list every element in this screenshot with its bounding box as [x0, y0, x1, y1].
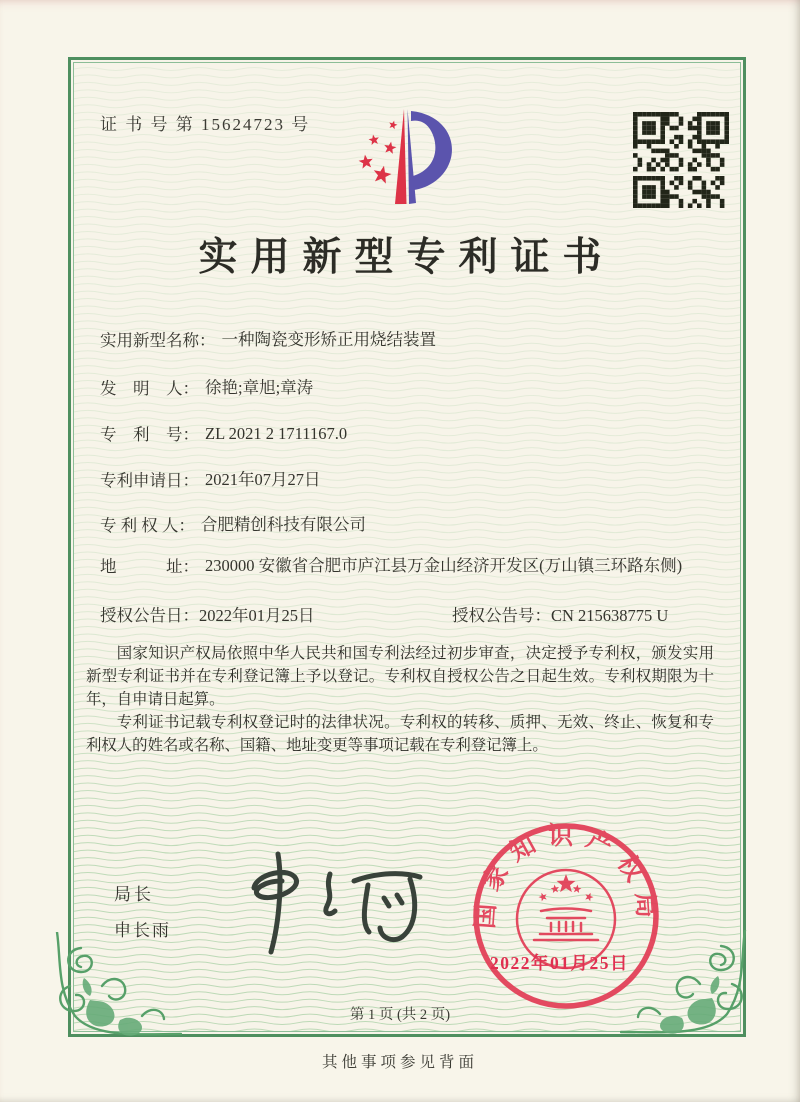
field-label: 专 利 权 人： [100, 516, 195, 535]
page-number: 第 1 页 (共 2 页) [349, 1007, 451, 1023]
field-label: 发 明 人： [100, 379, 199, 398]
grant-number-value: CN 215638775 U [551, 606, 669, 625]
field-inventors [100, 375, 313, 400]
field-patentee [100, 512, 366, 537]
logo-stars [359, 121, 398, 184]
logo-p-bowl [411, 111, 452, 190]
field-utility-model-name [100, 327, 436, 352]
seal-date: 2022年01月25日 [490, 953, 629, 973]
grant-number-pair [452, 602, 668, 626]
grant-date-value: 2022年01月25日 [199, 606, 315, 625]
field-patent-number [100, 421, 347, 446]
legal-paragraph-1: 国家知识产权局依照中华人民共和国专利法经过初步审查，决定授予专利权，颁发实用新型专利证书并在专利登记簿上予以登记。专利权自授权公告之日起生效。专利权期限为十年，自申请日起算。 [86, 645, 714, 708]
field-label: 专 利 号： [100, 425, 199, 444]
back-side-note: 其他事项参见背面 [321, 1054, 478, 1071]
qr-code [633, 112, 729, 208]
legal-text-block [86, 642, 714, 757]
field-label: 专利申请日： [100, 471, 199, 490]
grant-announcement-row [100, 602, 720, 626]
certificate-number: 证 书 号 第 15624723 号 [100, 115, 311, 134]
field-label: 实用新型名称： [100, 331, 216, 350]
commissioner-name: 申长雨 [114, 921, 171, 940]
official-seal [468, 818, 664, 1014]
field-value: 230000 安徽省合肥市庐江县万金山经济开发区(万山镇三环路东侧) [205, 556, 683, 575]
field-value: ZL 2021 2 1711167.0 [205, 424, 348, 443]
field-label: 地 址： [100, 557, 199, 576]
certificate-title: 实用新型专利证书 [198, 236, 615, 279]
logo-stem-red [395, 109, 407, 204]
seal-arc-text: 国家知识产权局 [471, 823, 661, 930]
cnipa-logo [338, 104, 470, 218]
field-value: 一种陶瓷变形矫正用烧结装置 [221, 330, 436, 349]
field-value: 合肥精创科技有限公司 [200, 515, 366, 534]
field-value: 徐艳;章旭;章涛 [205, 378, 314, 397]
field-value: 2021年07月27日 [205, 470, 321, 489]
commissioner-title: 局长 [114, 885, 154, 904]
floral-corner-ornament-bottom-left [50, 932, 182, 1044]
grant-date-label: 授权公告日： [100, 606, 199, 625]
field-address [100, 553, 682, 578]
grant-number-label: 授权公告号： [452, 606, 551, 625]
field-filing-date [100, 467, 321, 492]
legal-paragraph-2: 专利证书记载专利权登记时的法律状况。专利权的转移、质押、无效、终止、恢复和专利权人的姓名或名称、国籍、地址变更等事项记载在专利登记簿上。 [86, 714, 714, 754]
handwritten-signature [228, 848, 438, 963]
